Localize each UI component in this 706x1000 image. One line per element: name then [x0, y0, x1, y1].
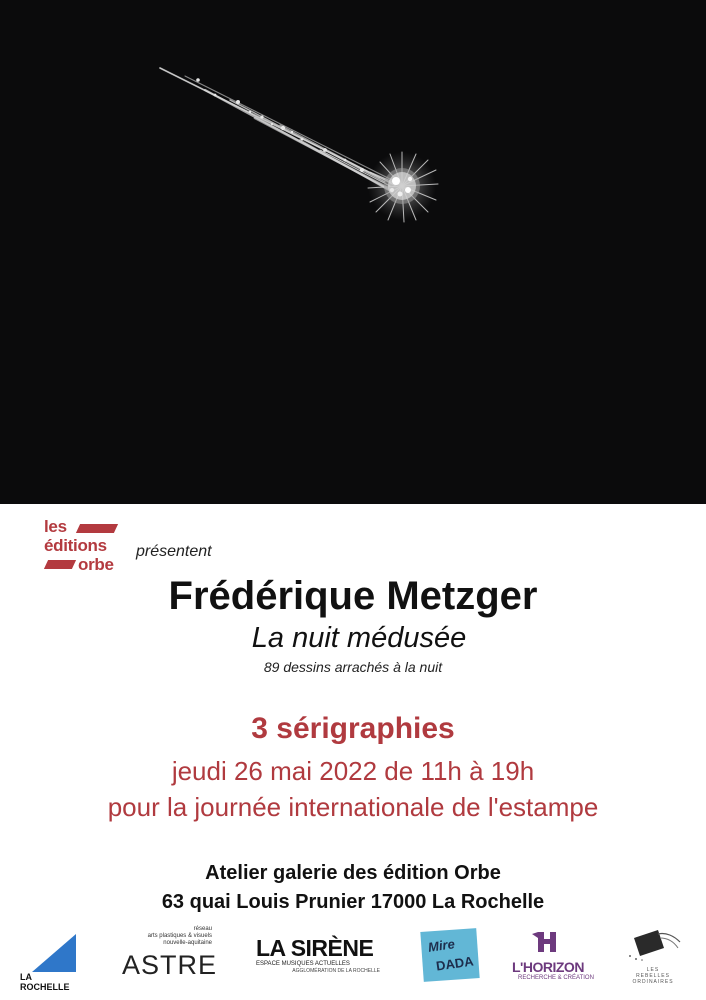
event-headline: 3 sérigraphies	[251, 712, 455, 745]
horizon-mark-icon	[512, 930, 584, 954]
la-rochelle-logo	[20, 932, 78, 990]
horizon-tag: RECHERCHE & CRÉATION	[518, 975, 594, 981]
horizon-logo	[512, 930, 594, 986]
rebelles-line-3: ORDINAIRES	[632, 979, 674, 985]
mire-dada-logo	[422, 930, 480, 982]
work-title: La nuit médusée	[251, 622, 467, 654]
la-sirene-name: LA SIRÈNE	[256, 935, 374, 961]
logo-word-orbe: orbe	[78, 555, 114, 574]
intro-text: présentent	[136, 543, 212, 560]
work-subtitle: 89 dessins arrachés à la nuit	[263, 659, 443, 675]
astre-name: ASTRE	[122, 950, 218, 980]
astre-tag-2: arts plastiques & visuels	[147, 933, 212, 939]
rebelles-ordinaires-logo	[620, 926, 686, 992]
la-rochelle-name: LA ROCHELLE	[20, 972, 70, 992]
la-sirene-logo	[256, 936, 380, 986]
horizon-name: L'HORIZON	[512, 959, 584, 975]
la-sirene-tag-2: AGGLOMÉRATION DE LA ROCHELLE	[292, 968, 380, 974]
event-date: jeudi 26 mai 2022 de 11h à 19h	[171, 756, 535, 786]
logo-bar-bottom	[44, 560, 76, 569]
mire-dada-line-1: Mire	[427, 936, 456, 955]
logo-word-editions: éditions	[44, 536, 107, 555]
astre-logo	[118, 926, 218, 990]
partner-logos	[0, 922, 706, 1000]
logo-word-les: les	[44, 517, 67, 536]
venue-address: 63 quai Louis Prunier 17000 La Rochelle	[161, 891, 545, 913]
astre-tag-3: nouvelle-aquitaine	[163, 940, 212, 946]
rebelles-line-1: LES	[646, 967, 660, 973]
mire-dada-line-2: DADA	[435, 953, 475, 974]
artist-name: Frédérique Metzger	[168, 574, 538, 618]
logo-bar-top	[76, 524, 118, 533]
venue-name: Atelier galerie des édition Orbe	[205, 862, 501, 884]
event-occasion: pour la journée internationale de l'estampe	[107, 792, 599, 822]
la-sirene-tag-1: ESPACE MUSIQUES ACTUELLES	[256, 961, 350, 967]
la-rochelle-triangle-icon	[20, 932, 78, 976]
book-bird-icon	[620, 926, 686, 962]
rebelles-line-2: REBELLES	[636, 973, 670, 979]
astre-tag-1: réseau	[193, 926, 212, 932]
editions-orbe-logo	[42, 516, 122, 580]
